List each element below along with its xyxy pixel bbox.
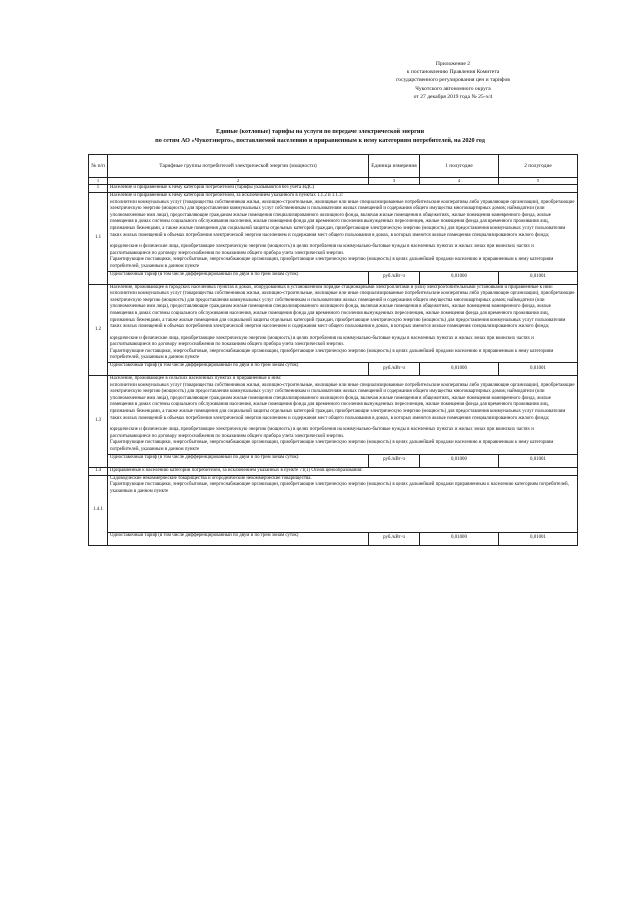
appendix-line: от 27 декабря 2019 года № 25-э/4 xyxy=(413,93,493,100)
row-number: 1 xyxy=(89,185,108,193)
row-paragraph: Садоводческие некоммерческие товарищества и огороднические некоммерческие товарищества. xyxy=(110,475,312,481)
header-half-2: 2 полугодие xyxy=(499,155,578,178)
row-description xyxy=(108,193,578,272)
tariff-value-h1: 0,01000 xyxy=(420,271,499,284)
tariff-row xyxy=(89,271,578,284)
row-number: 1.4.1 xyxy=(89,475,108,545)
tariff-value-h2: 0,01001 xyxy=(499,271,578,284)
appendix-line: Чукотского автономного округа xyxy=(415,85,491,92)
header-half-1: 1 полугодие xyxy=(420,155,499,178)
appendix-line: к постановлению Правления Комитета xyxy=(406,69,500,76)
tariff-value-h2: 0,01001 xyxy=(499,363,578,376)
tariff-row xyxy=(89,363,578,376)
tariff-value-h2: 0,01001 xyxy=(499,454,578,467)
header-unit: Единица измерения xyxy=(369,155,420,178)
tariff-row xyxy=(89,454,578,467)
row-paragraph: исполнители коммунальных услуг (товарищества собственников жилья, жилищно-строительные, жилищные или иные специализированные потребительские кооперативы либо управляющие организации), приобретающие электрическую энергию (мощность) для предоставления коммунальных услуг собственникам и пользователям жилых помещений и содержания общего имущества многоквартирных домов; наймодатели (или уполномоченные ими лица), предоставляющие гражданам жилые помещения специализированного жилищного фонда, включая жилые помещения в общежитиях, жилые помещения маневренного фонда, жилые помещения в домах системы социального обслуживания населения, жилые помещения фонда для временного поселения вынужденных переселенцев, жилые помещения фонда для временного проживания лиц, признанных беженцами, а также жилые помещения для социальной защиты отдельных категорий граждан, приобретающие электрическую энергию (мощность) для предоставления коммунальных услуг пользователям таких жилых помещений в объемах потребления электрической энергии населением и содержания мест общего пользования в домах, в которых имеются жилые помещения специализированного жилого фонда; xyxy=(110,382,575,421)
col-number: 5 xyxy=(499,178,578,185)
row-number: 1.3 xyxy=(89,376,108,468)
col-number: 4 xyxy=(420,178,499,185)
tariff-label: Одноставочный тариф (в том числе дифференцированный по двум и по трем зонам суток) xyxy=(108,271,369,284)
row-description xyxy=(108,284,578,363)
title-line-2: по сетям АО «Чукотэнерго», поставляемой населению и приравненным к нему категориям потребителей, на 2020 год xyxy=(155,137,485,144)
tariff-value-h2: 0,01001 xyxy=(499,532,578,545)
row-paragraph: Гарантирующие поставщики, энергосбытовые, энергоснабжающие организации, приобретающие электрическую энергию (мощность) в целях дальнейшей продажи населению и приравненным к нему категориям потребителей, указанным в данном пункте xyxy=(110,440,554,452)
row-paragraph: исполнители коммунальных услуг (товарищества собственников жилья, жилищно-строительные, жилищные или иные специализированные потребительские кооперативы либо управляющие организации), приобретающие электрическую энергию (мощность) для предоставления коммунальных услуг собственникам и пользователям жилых помещений и содержания общего имущества многоквартирных домов; наймодатели (или уполномоченные ими лица), предоставляющие гражданам жилые помещения специализированного жилищного фонда, включая жилые помещения в общежитиях, жилые помещения маневренного фонда, жилые помещения в домах системы социального обслуживания населения, жилые помещения фонда для временного поселения вынужденных переселенцев, жилые помещения фонда для временного проживания лиц, признанных беженцами, а также жилые помещения для социальной защиты отдельных категорий граждан, приобретающие электрическую энергию (мощность) для предоставления коммунальных услуг пользователям таких жилых помещений в объемах потребления электрической энергии населением и содержания мест общего пользования в домах, в которых имеются жилые помещения специализированного жилого фонда; xyxy=(110,199,575,238)
tariff-value-h1: 0,01000 xyxy=(420,532,499,545)
row-paragraph: исполнители коммунальных услуг (товарищества собственников жилья, жилищно-строительные, жилищные или иные специализированные потребительские кооперативы либо управляющие организации), приобретающие электрическую энергию (мощность) для предоставления коммунальных услуг собственникам и пользователям жилых помещений и содержания общего имущества многоквартирных домов; наймодатели (или уполномоченные ими лица), предоставляющие гражданам жилые помещения специализированного жилищного фонда, включая жилые помещения в общежитиях, жилые помещения маневренного фонда, жилые помещения в домах системы социального обслуживания населения, жилые помещения фонда для временного поселения вынужденных переселенцев, жилые помещения фонда для временного проживания лиц, признанных беженцами, а также жилые помещения для социальной защиты отдельных категорий граждан, приобретающие электрическую энергию (мощность) для предоставления коммунальных услуг пользователям таких жилых помещений в объемах потребления электрической энергии населением и содержания мест общего пользования в домах, в которых имеются жилые помещения специализированного жилого фонда; xyxy=(110,291,575,330)
section-text: Приравненные к населению категории потребителей, за исключением указанных в пункте 71(1) Основ ценообразования: xyxy=(108,467,578,475)
row-paragraph: юридические и физические лица, приобретающие электрическую энергию (мощность) в целях потребления на коммунально-бытовые нужды в населенных пунктах и жилых зонах при воинских частях и рассчитывающиеся по договору энергоснабжения по показаниям общего прибора учета электрической энергии. xyxy=(110,244,534,256)
tariff-unit: руб./кВт·ч xyxy=(369,271,420,284)
col-number: 2 xyxy=(108,178,369,185)
row-paragraph: юридические и физические лица, приобретающие электрическую энергию (мощность) в целях потребления на коммунально-бытовые нужды в населенных пунктах и жилых зонах при воинских частях и рассчитывающиеся по договору энергоснабжения по показаниям общего прибора учета электрической энергии. xyxy=(110,335,534,348)
row-paragraph: Население, проживающее в сельских населенных пунктах и приравненные к ним: xyxy=(110,376,282,382)
col-number: 3 xyxy=(369,178,420,185)
row-paragraph: Гарантирующие поставщики, энергосбытовые, энергоснабжающие организации, приобретающие электрическую энергию (мощность) в целях дальнейшей продажи населению и приравненным к нему категориям потребителей, указанным в данном пункте xyxy=(110,348,554,361)
header-groups: Тарифные группы потребителей электрической энергии (мощности) xyxy=(108,155,369,178)
appendix-block xyxy=(358,60,548,101)
row-number: 1.1 xyxy=(89,193,108,285)
row-paragraph: юридические и физические лица, приобретающие электрическую энергию (мощность) в целях потребления на коммунально-бытовые нужды в населенных пунктах и жилых зонах при воинских частях и рассчитывающиеся по договору энергоснабжения по показаниям общего прибора учета электрической энергии. xyxy=(110,427,534,439)
row-paragraph: Население, проживающее в городских населенных пунктах в домах, оборудованных в установленном порядке стационарными электроплитами и (или) электроотопительными установками и приравненные к ним: xyxy=(110,284,553,290)
table-row-1-2 xyxy=(89,284,578,363)
tariff-value-h1: 0,01000 xyxy=(420,363,499,376)
document-title xyxy=(60,127,580,145)
tariff-unit: руб./кВт·ч xyxy=(369,532,420,545)
tariff-unit: руб./кВт·ч xyxy=(369,454,420,467)
row-description xyxy=(108,475,578,532)
title-line-1: Единые (котловые) тарифы на услуги по передаче электрической энергии xyxy=(215,128,425,135)
section-row-1-4 xyxy=(89,467,578,475)
row-paragraph: Гарантирующие поставщики, энергосбытовые, энергоснабжающие организации, приобретающие электрическую энергию (мощность) в целях дальнейшей продажи приравненным к населению категориям потребителей, указанным в данном пункте xyxy=(110,482,569,494)
tariff-label: Одноставочный тариф (в том числе дифференцированный по двум и по трем зонам суток) xyxy=(108,532,369,545)
table-header-row xyxy=(89,155,578,178)
column-number-row xyxy=(89,178,578,185)
appendix-line: Приложение 2 xyxy=(435,61,471,67)
header-num: № п/п xyxy=(89,155,108,178)
row-paragraph: Гарантирующие поставщики, энергосбытовые, энергоснабжающие организации, приобретающие электрическую энергию (мощность) в целях дальнейшей продажи населению и приравненным к нему категориям потребителей, указанным в данном пункте xyxy=(110,257,554,269)
tariff-value-h1: 0,01000 xyxy=(420,454,499,467)
section-text: Население и приравненные к нему категории потребителей (тарифы указываются без учета НДС) xyxy=(108,185,578,193)
table-row-1-1 xyxy=(89,193,578,272)
table-row-1-4-1 xyxy=(89,475,578,532)
tariff-label: Одноставочный тариф (в том числе дифференцированный по двум и по трем зонам суток) xyxy=(108,363,369,376)
table-row-1-3 xyxy=(89,376,578,455)
appendix-line: государственного регулирования цен и тарифов xyxy=(396,77,510,84)
tariff-label: Одноставочный тариф (в том числе дифференцированный по двум и по трем зонам суток) xyxy=(108,454,369,467)
col-number: 1 xyxy=(89,178,108,185)
row-paragraph: Население и приравненные к нему категории потребителей, за исключением указанного в пунктах 1.1.2 и 1.1.3: xyxy=(110,193,343,198)
row-description xyxy=(108,376,578,455)
section-row-1 xyxy=(89,185,578,193)
tariff-table xyxy=(88,154,578,546)
tariff-row xyxy=(89,532,578,545)
row-number: 1.4 xyxy=(89,467,108,475)
tariff-unit: руб./кВт·ч xyxy=(369,363,420,376)
row-number: 1.2 xyxy=(89,284,108,376)
